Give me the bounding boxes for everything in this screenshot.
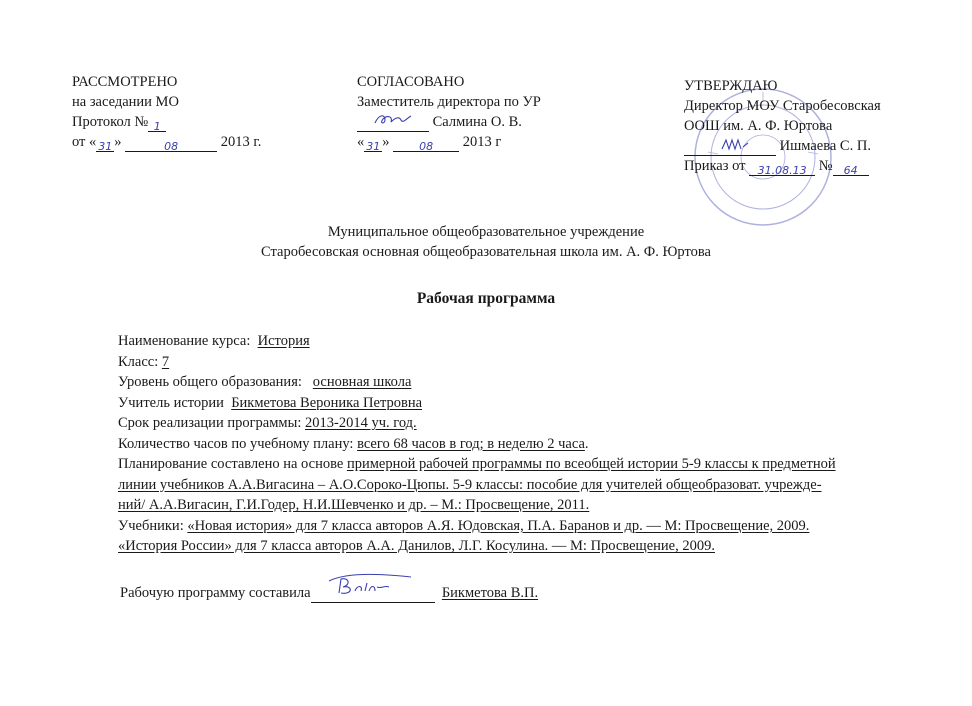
term-row: Срок реализации программы: 2013-2014 уч. год. [118,415,417,431]
right-signature-line [684,136,881,156]
plan-value-2: линии учебников А.А.Вигасина – А.О.Сороко-Цюпы. 5-9 классы: пособие для учителей общеобразоват. учрежде- [118,476,822,493]
middle-date-line: « 31 » 08 2013 г [357,134,502,153]
left-protocol-line: Протокол № 1 [72,112,261,132]
right-heading: УТВЕРЖДАЮ [684,78,778,94]
plan-value-3: ний/ А.А.Вигасин, Г.И.Годер, Н.И.Шевченко и др. – М.: Просвещение, 2011. [118,497,590,513]
middle-signature-line [357,112,541,132]
order-number-handwritten: 64 [843,164,858,177]
director-name: Ишмаева С. П. [779,138,871,154]
protocol-number-handwritten: 1 [153,120,161,133]
middle-heading: СОГЛАСОВАНО [357,74,465,90]
composed-by-row [120,583,538,603]
plan-value-1: примерной рабочей программы по всеобщей истории 5-9 классы к предметной [346,456,836,472]
left-month-handwritten: 08 [164,140,179,153]
middle-position-line: Заместитель директора по УР [357,94,541,110]
textbook-2: «История России» для 7 класса авторов А.А. Данилов, Л.Г. Косулина. — М: Просвещение, 2009. [118,538,715,554]
middle-approval-block [357,72,541,152]
right-order-line: Приказ от 31.08.13 № 64 [684,156,881,176]
director-signature [720,137,750,153]
teacher-signature [325,571,417,599]
course-value: История [257,333,310,349]
class-row: Класс: 7 [118,353,170,370]
right-position-line: Директор МОУ Старобесовская [684,98,881,114]
class-value: 7 [161,353,170,370]
level-row: Уровень общего образования: основная школа [118,374,412,390]
middle-month-handwritten: 08 [419,140,434,153]
composed-by-label: Рабочую программу составила [120,585,311,601]
composed-by-name: Бикметова В.П. [441,585,539,601]
page-title: Рабочая программа [416,290,556,307]
textbook-1: «Новая история» для 7 класса авторов А.Я. Юдовская, П.А. Баранов и др. — М: Просвещение, 2009. [187,517,810,534]
term-value: 2013-2014 уч. год. [304,415,417,431]
plan-row: Планирование составлено на основе примерной рабочей программы по всеобщей истории 5-9 классы к предметной [118,456,836,472]
teacher-value: Бикметова Вероника Петровна [231,394,423,411]
right-school-line: ООШ им. А. Ф. Юртова [684,118,833,134]
right-approval-block [684,76,881,176]
deputy-name: Салмина О. В. [432,114,522,130]
left-date-line: от « 31 » 08 2013 г. [72,134,262,153]
order-date-handwritten: 31.08.13 [757,164,807,177]
school-line-2: Старобесовская основная общеобразовательная школа им. А. Ф. Юртова [261,244,711,260]
level-value: основная школа [312,374,412,390]
deputy-signature [373,112,413,128]
hours-row: Количество часов по учебному плану: всего 68 часов в год; в неделю 2 часа. [118,435,589,452]
hours-value: всего 68 часов в год; в неделю 2 часа [357,435,585,452]
left-heading: РАССМОТРЕНО [72,74,178,90]
left-day-handwritten: 31 [98,140,113,153]
textbooks-row: Учебники: «Новая история» для 7 класса авторов А.Я. Юдовская, П.А. Баранов и др. — М: Просвещение, 2009. [118,517,810,534]
program-details [118,331,918,557]
school-line-1: Муниципальное общеобразовательное учреждение [327,224,645,240]
course-row: Наименование курса: История [118,333,310,349]
middle-day-handwritten: 31 [366,140,381,153]
left-approval-block [72,72,261,152]
left-meeting-line: на заседании МО [72,94,179,110]
teacher-row: Учитель истории Бикметова Вероника Петровна [118,394,423,411]
